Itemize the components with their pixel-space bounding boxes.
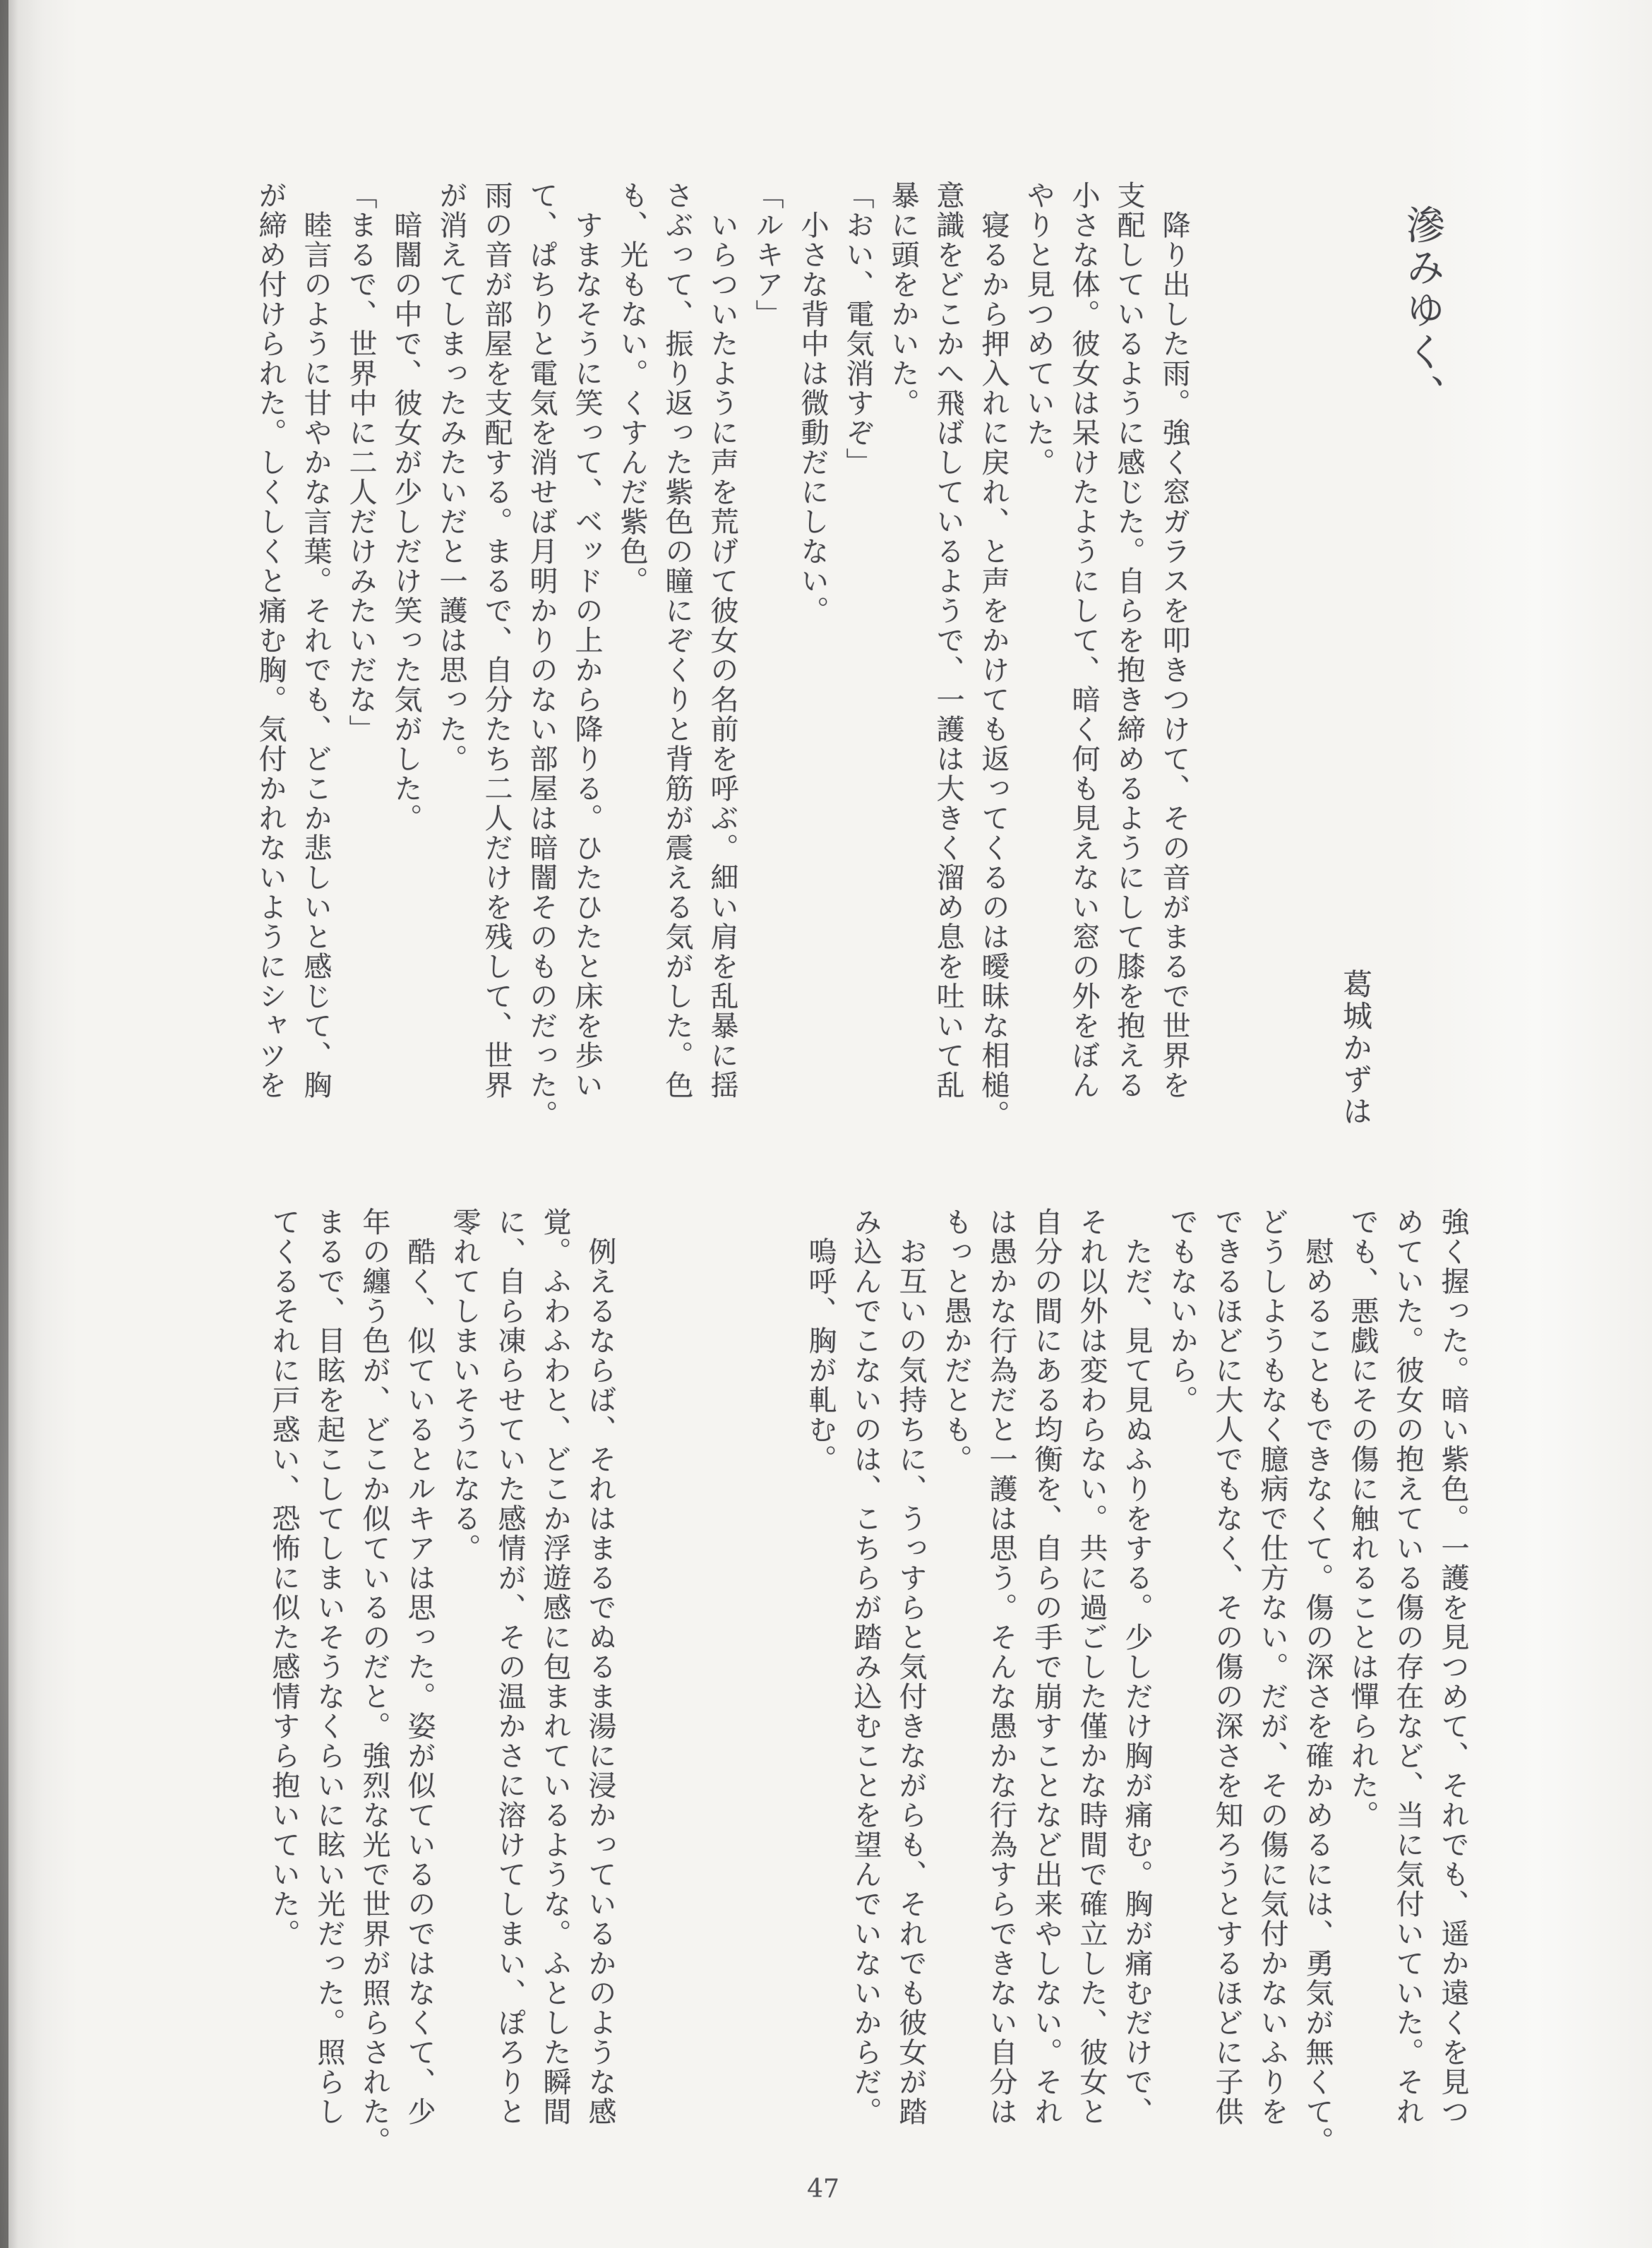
text-line: が消えてしまったみたいだと一護は思った。: [435, 181, 467, 774]
text-line: 嗚呼、胸が軋む。: [804, 1207, 837, 1474]
text-line: ただ、見て見ぬふりをする。少しだけ胸が痛む。胸が痛むだけで、: [1120, 1207, 1153, 2127]
scan-artifacts: [0, 0, 27, 6]
text-line: すまなそうに笑って、ベッドの上から降りる。ひたひたと床を歩い: [570, 181, 603, 1100]
text-line: も、光もない。くすんだ紫色。: [616, 181, 648, 596]
story-title: 滲みゆく、: [1400, 205, 1445, 417]
text-line: 「まるで、世界中に二人だけみたいだな」: [345, 181, 377, 744]
text-line: 零れてしまいそうになる。: [448, 1207, 481, 1563]
text-line: 強く握った。暗い紫色。一護を見つめて、それでも、遥か遠くを見つ: [1437, 1207, 1469, 2127]
text-line: は愚かな行為だと一護は思う。そんな愚かな行為すらできない自分は: [985, 1207, 1017, 2127]
text-line: 覚。ふわふわと、どこか浮遊感に包まれているような。ふとした瞬間: [539, 1207, 571, 2127]
text-line: が締め付けられた。しくしくと痛む胸。気付かれないようにシャツを: [254, 181, 287, 1100]
text-line: 酷く、似ているとルキアは思った。姿が似ているのではなくて、少: [403, 1207, 436, 2127]
text-line: いらついたように声を荒げて彼女の名前を呼ぶ。細い肩を乱暴に揺: [706, 181, 738, 1100]
text-line: でもないから。: [1166, 1207, 1198, 1415]
text-line: さぶって、振り返った紫色の瞳にぞくりと背筋が震える気がした。色: [661, 181, 693, 1100]
text-line: て、ぱちりと電気を消せば月明かりのない部屋は暗闇そのものだった。: [525, 181, 558, 1130]
text-line: 小さな背中は微動だにしない。: [796, 181, 829, 626]
text-line: み込んでこないのは、こちらが踏み込むことを望んでいないからだ。: [849, 1207, 882, 2127]
page-number: 47: [807, 2175, 839, 2204]
upper-text-block: [208, 181, 1197, 1135]
text-line: 暗闇の中で、彼女が少しだけ笑った気がした。: [390, 181, 422, 833]
text-line: やりと見つめていた。: [1022, 181, 1055, 477]
lower-text-section-1: [798, 1207, 1476, 2162]
text-line: めていた。彼女の抱えている傷の存在など、当に気付いていた。それ: [1391, 1207, 1424, 2127]
text-line: てくるそれに戸惑い、恐怖に似た感情すら抱いていた。: [268, 1207, 300, 1949]
text-line: お互いの気持ちに、うっすらと気付きながらも、それでも彼女が踏: [894, 1207, 927, 2127]
text-line: 寝るから押入れに戻れ、と声をかけても返ってくるのは曖昧な相槌。: [977, 181, 1010, 1130]
text-line: 降り出した雨。強く窓ガラスを叩きつけて、その音がまるで世界を: [1158, 181, 1190, 1100]
text-line: 小さな体。彼女は呆けたようにして、暗く何も見えない窓の外をぼん: [1067, 181, 1100, 1100]
binding-shadow: [0, 0, 8, 2248]
text-line: できるほどに大人でもなく、その傷の深さを知ろうとするほどに子供: [1211, 1207, 1243, 2127]
text-line: 「ルキア」: [751, 181, 784, 329]
text-line: 例えるならば、それはまるでぬるま湯に浸かっているかのような感: [584, 1207, 616, 2127]
story-author: 葛城かずは: [1339, 969, 1373, 1128]
lower-text-block: [205, 1207, 1476, 2162]
text-line: に、自ら凍らせていた感情が、その温かさに溶けてしまい、ぽろりと: [493, 1207, 526, 2127]
text-line: 睦言のように甘やかな言葉。それでも、どこか悲しいと感じて、胸: [299, 181, 332, 1100]
text-line: 雨の音が部屋を支配する。まるで、自分たち二人だけを残して、世界: [480, 181, 513, 1100]
text-line: もっと愚かだとも。: [940, 1207, 972, 1474]
text-line: 暴に頭をかいた。: [887, 181, 919, 418]
text-line: まるで、目眩を起こしてしまいそうなくらいに眩い光だった。照らし: [313, 1207, 345, 2127]
text-line: 「おい、電気消すぞ」: [842, 181, 874, 477]
text-line: 年の纏う色が、どこか似ているのだと。強烈な光で世界が照らされた。: [358, 1207, 390, 2156]
text-line: どうしようもなく臆病で仕方ない。だが、その傷に気付かないふりを: [1256, 1207, 1288, 2127]
text-line: でも、悪戯にその傷に触れることは憚られた。: [1346, 1207, 1379, 1830]
text-line: 慰めることもできなくて。傷の深さを確かめるには、勇気が無くて。: [1301, 1207, 1334, 2156]
text-line: 支配しているように感じた。自らを抱き締めるようにして膝を抱える: [1113, 181, 1145, 1100]
text-line: それ以外は変わらない。共に過ごした僅かな時間で確立した、彼女と: [1075, 1207, 1108, 2127]
text-line: 自分の間にある均衡を、自らの手で崩すことなど出来やしない。それ: [1030, 1207, 1063, 2127]
text-line: 意識をどこかへ飛ばしているようで、一護は大きく溜め息を吐いて乱: [932, 181, 964, 1100]
lower-text-section-2: [261, 1207, 623, 2162]
